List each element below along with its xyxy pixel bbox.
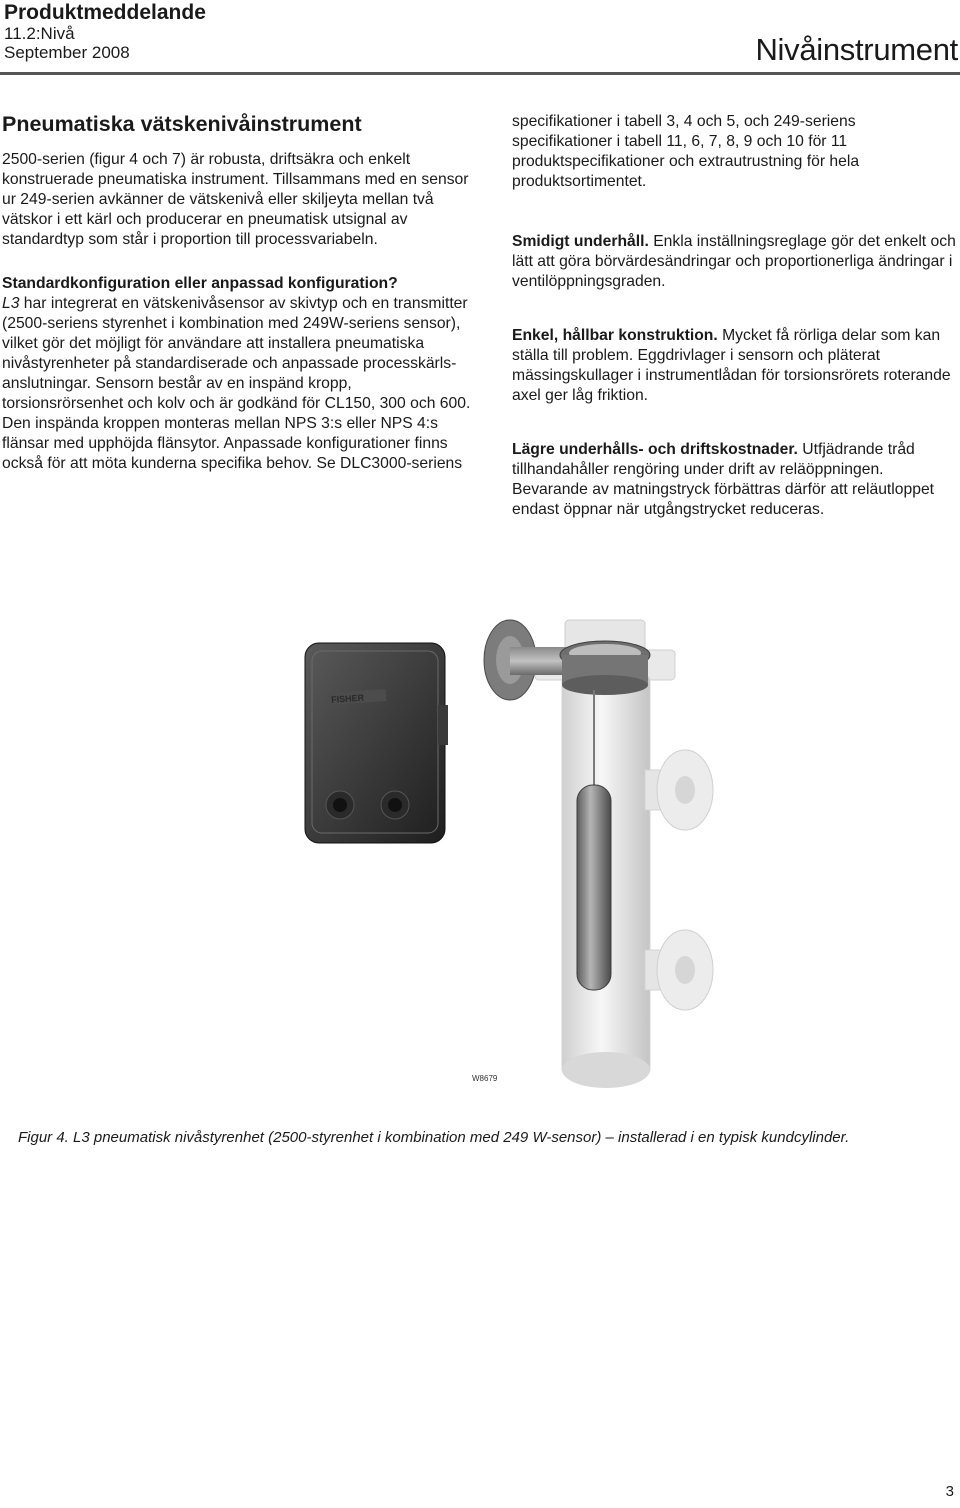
- spec-paragraph: specifikationer i tabell 3, 4 och 5, och 249-seriens specifikationer i tabell 11, 6, 7, 8, 9 och 10 för 11 produktspecifikationer och extrautrustning för hela produktsortimentet.: [512, 113, 860, 190]
- feature-costs: [512, 440, 957, 520]
- figure-code: W8679: [472, 1074, 498, 1083]
- model-name: L3: [2, 295, 20, 312]
- feature-construction-text: Mycket få rörliga delar som kan ställa till problem. Eggdrivlager i sensorn och pläterat mässingskullager i instrumentlådan för torsionsrörets roterande axel ger låg friktion.: [512, 327, 951, 404]
- subheading: Standardkonfiguration eller anpassad konfiguration?: [2, 275, 398, 292]
- feature-costs-text: Utfjädrande tråd tillhandahåller rengöring under drift av reläöppningen. Bevarande av matningstryck förbättras därför att reläutloppet endast öppnar när utgångstrycket reduceras.: [512, 441, 935, 518]
- figure-caption: Figur 4. L3 pneumatisk nivåstyrenhet (2500-styrenhet i kombination med 249 W-sensor) – installerad i en typisk kundcylinder.: [18, 1129, 850, 1146]
- feature-construction: [512, 326, 957, 406]
- section-heading: Pneumatiska vätskenivåinstrument: [2, 112, 362, 136]
- page-number: 3: [945, 1483, 954, 1500]
- brand-logo: FISHER: [330, 692, 365, 705]
- header-divider: [0, 72, 960, 75]
- page-title: Nivåinstrument: [755, 32, 958, 67]
- level-controller-drawing: [300, 595, 720, 1095]
- feature-maintenance-lead: Smidigt underhåll.: [512, 233, 649, 250]
- configuration-text: har integrerat en vätskenivåsensor av skivtyp och en transmitter (2500-seriens styrenhet i kombination med 249W-seriens sensor), vilket gör det möjligt för användare att installera pneumatiska nivåstyrenheter på standardiserade och anpassade processkärls-anslutningar. Sensorn består av en inspänd kropp, torsionsrörsenhet och kolv och är godkänd för CL150, 300 och 600. Den inspända kroppen monteras mellan NPS 3:s eller NPS 4:s flänsar med upphöjda flänsytor. Anpassade konfigurationer finns också för att möta kunderna specifika behov. Se DLC3000-seriens: [2, 295, 471, 472]
- feature-costs-lead: Lägre underhålls- och driftskostnader.: [512, 441, 798, 458]
- configuration-paragraph: [2, 294, 472, 474]
- left-column: [2, 110, 472, 474]
- publication-name: Produktmeddelande: [4, 1, 206, 24]
- header-meta: [4, 2, 206, 61]
- feature-construction-lead: Enkel, hållbar konstruktion.: [512, 327, 718, 344]
- publication-date: September 2008: [4, 43, 130, 62]
- product-illustration: [300, 595, 720, 1095]
- feature-maintenance-text: Enkla inställningsreglage gör det enkelt och lätt att göra börvärdesändringar och proportionerliga ändringar i ventilöppningsgraden.: [512, 233, 956, 290]
- right-column: [512, 112, 957, 520]
- intro-paragraph: 2500-serien (figur 4 och 7) är robusta, driftsäkra och enkelt konstruerade pneumatiska instrument. Tillsammans med en sensor ur 249-serien avkänner de vätskenivå eller skiljeyta mellan två vätskor i ett kärl och producerar en pneumatisk utsignal av standardtyp som står i proportion till processvariabeln.: [2, 151, 469, 248]
- section-number: 11.2:Nivå: [4, 24, 75, 43]
- feature-maintenance: [512, 232, 957, 292]
